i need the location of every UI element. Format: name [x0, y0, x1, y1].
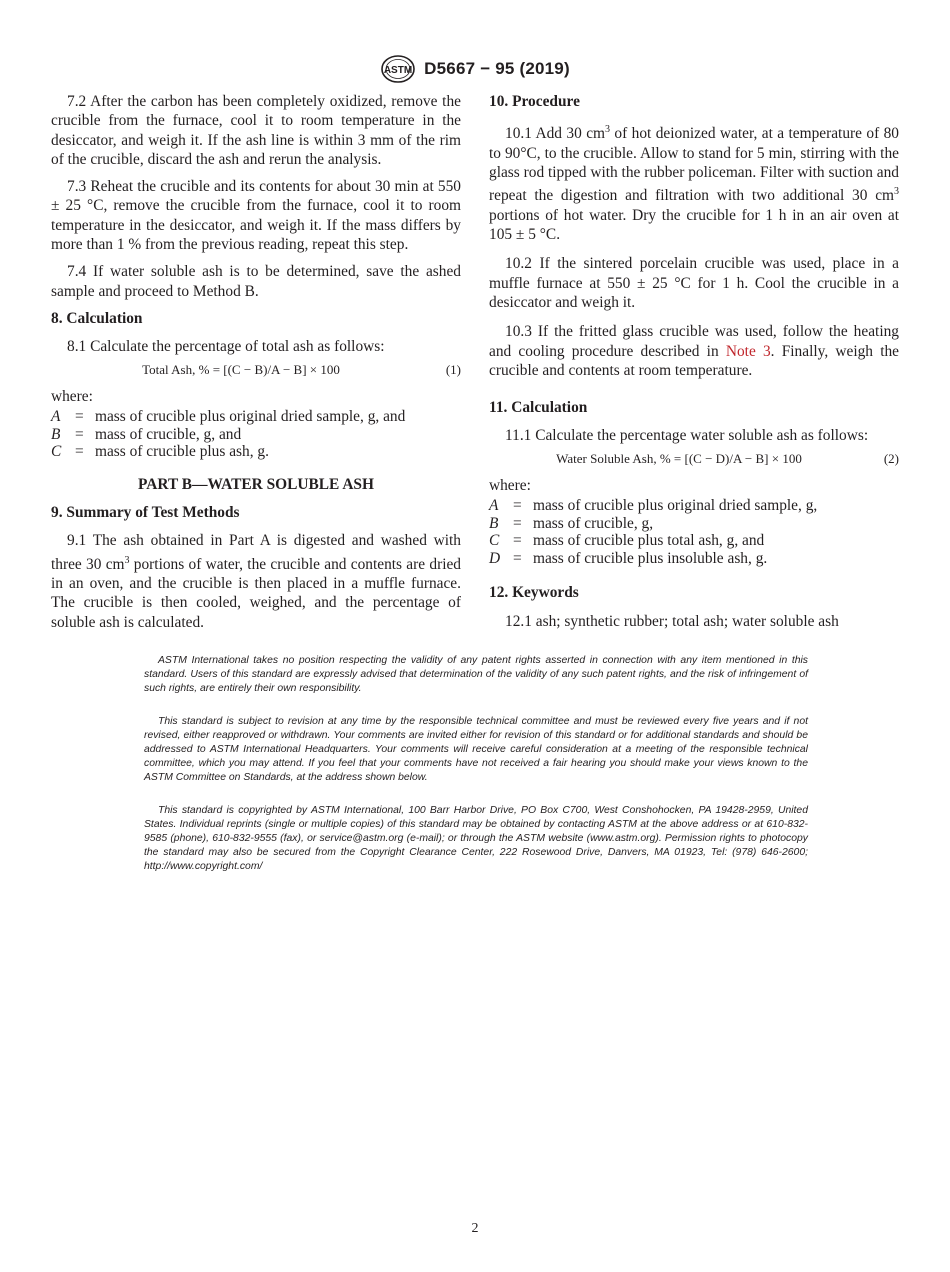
variable-equals: = — [513, 497, 522, 515]
paragraph-10-2: 10.2 If the sintered porcelain crucible was used, place in a muffle furnace at 550 ± 25 °C for 1 h. Cool the crucible in a desiccator and weigh it. — [489, 255, 899, 311]
variable-row — [51, 426, 461, 444]
variable-equals: = — [75, 408, 84, 426]
variable-equals: = — [75, 425, 84, 443]
page-number: 2 — [471, 1221, 479, 1236]
variable-definition: mass of crucible, g, and — [95, 425, 242, 443]
equation-1-expression: Total Ash, % = [(C − B)/A − B] × 100 — [142, 361, 340, 377]
paragraph-12-1: 12.1 ash; synthetic rubber; total ash; water soluble ash — [505, 612, 839, 630]
note-3-link[interactable]: Note 3 — [725, 342, 771, 360]
section-heading-10: 10. Procedure — [489, 93, 580, 110]
section-heading-9: 9. Summary of Test Methods — [51, 503, 240, 521]
paragraph-7-2: 7.2 After the carbon has been completely oxidized, remove the crucible from the furnace, cool it to room temperature in the desiccator, and weigh it. If the ash line is within 3 mm of the rim of the crucible, discard the ash and rerun the analysis. — [51, 93, 461, 168]
variable-symbol: B — [51, 425, 61, 443]
variable-definition: mass of crucible, g, — [533, 514, 654, 532]
paragraph-9-1: 9.1 The ash obtained in Part A is digested and washed with three 30 $cm^3$ portions of water, the crucible and contents are dried in an oven, and the crucible is then placed in a muffle furnace. The crucible is then cooled, weighed, and the percentage of soluble ash is calculated. — [51, 532, 461, 631]
variable-definition: mass of crucible plus insoluble ash, g. — [533, 549, 768, 567]
section-heading-11: 11. Calculation — [489, 399, 588, 417]
equation-2-expression: Water Soluble Ash, % = [(C − D)/A − B] × 100 — [556, 450, 802, 466]
variable-equals: = — [513, 532, 522, 550]
variable-equals: = — [75, 443, 84, 461]
paragraph-11-1: 11.1 Calculate the percentage water soluble ash as follows: — [505, 427, 869, 445]
legal-notices — [144, 654, 808, 893]
variable-row — [489, 497, 899, 515]
variable-definition: mass of crucible plus total ash, g, and — [533, 532, 765, 550]
part-b-heading: PART B—WATER SOLUBLE ASH — [138, 475, 374, 493]
where-label: where: — [489, 477, 531, 494]
variable-row — [51, 443, 461, 461]
paragraph-10-1: 10.1 Add 30 $cm^3$ of hot deionized water, at a temperature of 80 to 90°C, to the crucible. Allow to stand for 5 min, stirring with the glass rod tipped with the rubber policeman. Filter with suction and repeat the digestion and filtration with two additional 30 $cm^3$ portions of hot water. Dry the crucible for 1 h in an air oven at 105 ± 5 °C. — [489, 124, 899, 244]
copyright-notice: This standard is copyrighted by ASTM International, 100 Barr Harbor Drive, PO Box C700, West Conshohocken, PA 19428-2959, United States. Individual reprints (single or multiple copies) of this standard may be obtained by contacting ASTM at the above address or at 610-832-9585 (phone), 610-832-9555 (fax), or service@astm.org (e-mail); or through the ASTM website (www.astm.org). Permission rights to photocopy the standard may also be secured from the Copyright Clearance Center, 222 Rosewood Drive, Danvers, MA 01923, Tel: (978) 646-2600; http://www.copyright.com/ — [144, 805, 808, 872]
paragraph-10-3: 10.3 If the fritted glass crucible was used, follow the heating and cooling procedure described in Note 3. Finally, weigh the crucible and contents at room temperature. — [489, 323, 899, 379]
revision-notice: This standard is subject to revision at any time by the responsible technical committee and must be reviewed every five years and if not revised, either reapproved or withdrawn. Your comments are invited either for revision of this standard or for additional standards and should be addressed to ASTM International Headquarters. Your comments will receive careful consideration at a meeting of the responsible technical committee, which you may attend. If you feel that your comments have not received a fair hearing you should make your views known to the ASTM Committee on Standards, at the address shown below. — [144, 716, 808, 783]
variable-symbol: B — [489, 514, 499, 532]
equation-2 — [489, 449, 899, 468]
variable-row — [489, 532, 899, 550]
equation-2-number: (2) — [883, 450, 899, 466]
variable-symbol: C — [51, 443, 62, 461]
equation-1 — [51, 360, 461, 379]
variable-row — [489, 550, 899, 568]
paragraph-8-1: 8.1 Calculate the percentage of total ash as follows: — [67, 338, 385, 356]
variable-symbol: A — [489, 497, 499, 515]
section-heading-8: 8. Calculation — [51, 309, 143, 327]
variable-definition: mass of crucible plus original dried sample, g, — [533, 497, 818, 515]
svg-text:ASTM: ASTM — [384, 65, 413, 76]
variable-row — [489, 515, 899, 533]
section-heading-12: 12. Keywords — [489, 584, 579, 602]
equation-1-number: (1) — [445, 361, 461, 377]
paragraph-7-3: 7.3 Reheat the crucible and its contents for about 30 min at 550 ± 25 °C, remove the crucible from the furnace, cool it to room temperature in the desiccator, and weigh it. If the mass differs by more than 1 % from the previous reading, repeat this step. — [51, 178, 461, 254]
variable-list — [489, 497, 899, 567]
variable-row — [51, 408, 461, 426]
variable-definition: mass of crucible plus ash, g. — [95, 443, 269, 461]
standard-designation: D5667 − 95 (2019) — [424, 59, 570, 78]
right-column — [489, 92, 899, 639]
where-label: where: — [51, 387, 93, 405]
variable-equals: = — [513, 514, 522, 532]
variable-list — [51, 408, 461, 461]
paragraph-7-4: 7.4 If water soluble ash is to be determined, save the ashed sample and proceed to Method B. — [51, 263, 461, 300]
patent-notice: ASTM International takes no position respecting the validity of any patent rights asserted in connection with any item mentioned in this standard. Users of this standard are expressly advised that determination of the validity of any such patent rights, and the risk of infringement of such rights, are entirely their own responsibility. — [144, 655, 808, 694]
variable-definition: mass of crucible plus original dried sample, g, and — [95, 408, 406, 426]
page-header — [0, 52, 950, 86]
variable-equals: = — [513, 549, 522, 567]
variable-symbol: A — [51, 408, 61, 426]
left-column — [51, 92, 461, 640]
variable-symbol: D — [489, 549, 501, 567]
variable-symbol: C — [489, 532, 500, 550]
astm-logo-icon — [380, 54, 416, 84]
